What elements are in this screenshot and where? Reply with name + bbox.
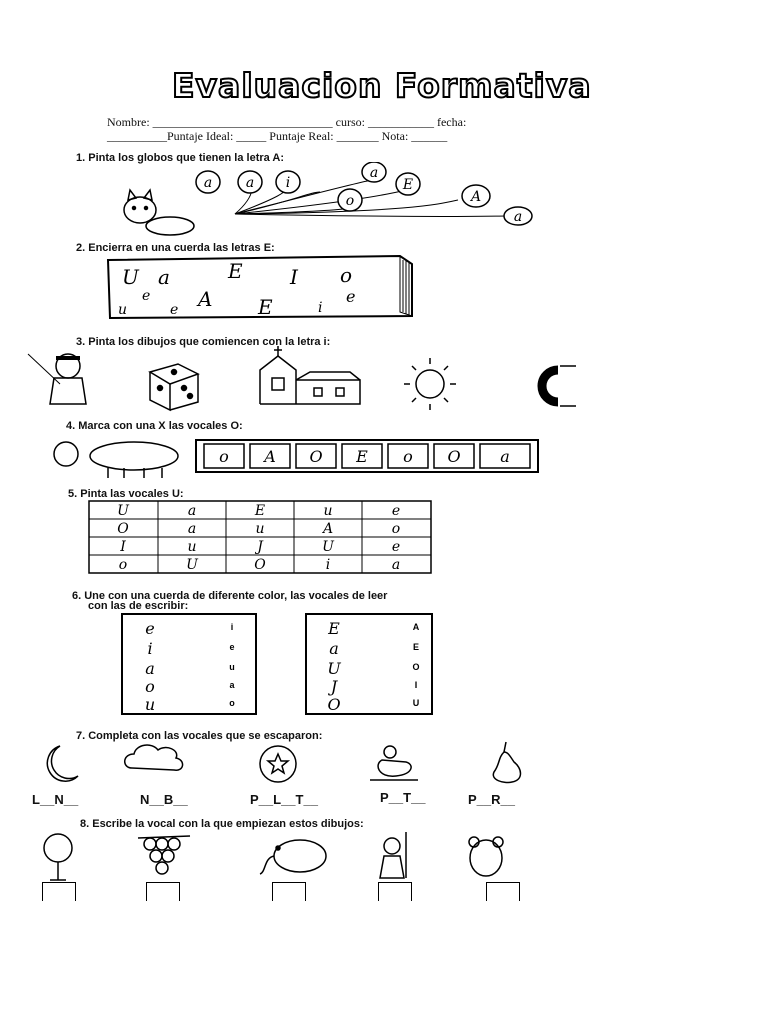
magnet-icon[interactable] bbox=[542, 366, 576, 406]
grid-cell: i bbox=[325, 557, 331, 573]
script-vowel: E bbox=[328, 619, 340, 638]
balloon-letter: a bbox=[245, 175, 255, 191]
grid-cell: u bbox=[323, 503, 333, 519]
pictures-letter-i bbox=[20, 344, 620, 414]
moon-icon bbox=[47, 746, 78, 781]
grid-cell: I bbox=[120, 539, 126, 555]
dice-icon[interactable] bbox=[150, 364, 198, 410]
grid-cell: a bbox=[187, 503, 197, 519]
grid-cell: U bbox=[186, 557, 198, 573]
script-vowel: J bbox=[330, 677, 338, 696]
word-blank[interactable]: P__R__ bbox=[468, 792, 515, 807]
book-letter: u bbox=[118, 302, 128, 318]
answer-box-grapes[interactable] bbox=[146, 882, 180, 901]
box-vowel: E bbox=[356, 447, 368, 466]
grapes-icon bbox=[138, 836, 190, 874]
print-vowel: E bbox=[412, 642, 420, 652]
question-4: 4. Marca con una X las vocales O: bbox=[66, 420, 243, 432]
print-vowel: a bbox=[229, 680, 235, 690]
grid-cell: O bbox=[117, 521, 129, 537]
grid-cell: U bbox=[117, 503, 129, 519]
grid-cell: e bbox=[391, 539, 401, 555]
question-6: 6. Une con una cuerda de diferente color, las vocales de leer bbox=[72, 590, 388, 602]
book-letter: e bbox=[142, 288, 151, 304]
elephant-icon bbox=[260, 840, 326, 874]
first-vowel-pictures bbox=[30, 828, 530, 884]
balloon-letter: a bbox=[203, 175, 213, 191]
box-vowel: O bbox=[309, 447, 323, 466]
missing-vowels-pictures bbox=[30, 738, 550, 788]
header-line-score: __________Puntaje Ideal: _____ Puntaje Real: _______ Nota: ______ bbox=[107, 129, 448, 143]
grid-cell: U bbox=[322, 539, 334, 555]
grid-cell: o bbox=[118, 557, 128, 573]
balloon-letter: o bbox=[345, 193, 355, 209]
script-vowel: O bbox=[327, 695, 341, 714]
question-8: 8. Escribe la vocal con la que empiezan estos dibujos: bbox=[80, 818, 364, 830]
sun-icon[interactable] bbox=[404, 358, 456, 410]
grid-cell: o bbox=[391, 521, 401, 537]
cat-icon bbox=[124, 190, 194, 235]
question-6-cont: con las de escribir: bbox=[88, 600, 189, 612]
book-letter: e bbox=[170, 302, 179, 318]
sheep-icon bbox=[54, 442, 178, 478]
balloon-letter: i bbox=[285, 175, 291, 191]
bear-icon bbox=[469, 837, 503, 876]
script-vowel: a bbox=[329, 639, 339, 658]
box-vowel: o bbox=[403, 447, 413, 466]
vowel-grid bbox=[88, 500, 434, 576]
question-2: 2. Encierra en una cuerda las letras E: bbox=[76, 242, 275, 254]
page-title: Evaluacion Formativa bbox=[172, 66, 592, 105]
print-vowel: O bbox=[412, 662, 420, 672]
balloons-exercise bbox=[110, 162, 550, 240]
question-1: 1. Pinta los globos que tienen la letra A: bbox=[76, 152, 285, 164]
ball-icon bbox=[260, 746, 296, 782]
word-blank[interactable]: P__L__T__ bbox=[250, 792, 318, 807]
print-vowel: e bbox=[229, 642, 235, 652]
book-letter: E bbox=[228, 259, 243, 283]
book-letter: o bbox=[340, 263, 353, 287]
box-vowel: a bbox=[500, 447, 510, 466]
tree-icon bbox=[44, 834, 72, 880]
print-vowel: i bbox=[230, 622, 234, 632]
question-7: 7. Completa con las vocales que se escaparon: bbox=[76, 730, 323, 742]
box-vowel: A bbox=[264, 447, 276, 466]
book-letter: e bbox=[346, 287, 356, 306]
book-letter: E bbox=[258, 295, 273, 319]
pear-icon bbox=[493, 742, 520, 783]
answer-box-elephant[interactable] bbox=[272, 882, 306, 901]
word-blank[interactable]: L__N__ bbox=[32, 792, 79, 807]
print-vowel: U bbox=[412, 698, 420, 708]
book-letter: U bbox=[122, 265, 139, 289]
balloon-letter: E bbox=[402, 177, 414, 193]
book-letter: a bbox=[158, 265, 170, 289]
box-vowel: O bbox=[447, 447, 461, 466]
script-vowel: a bbox=[145, 659, 155, 678]
word-blank[interactable]: N__B__ bbox=[140, 792, 188, 807]
script-vowel: U bbox=[327, 659, 341, 678]
church-icon[interactable] bbox=[260, 346, 360, 404]
script-vowel: i bbox=[147, 639, 153, 658]
duck-icon bbox=[370, 746, 418, 780]
cloud-icon bbox=[125, 745, 183, 770]
balloon-letter: a bbox=[513, 209, 523, 225]
question-5: 5. Pinta las vocales U: bbox=[68, 488, 184, 500]
grid-cell: u bbox=[255, 521, 265, 537]
script-vowel: o bbox=[145, 677, 155, 696]
answer-box-tree[interactable] bbox=[42, 882, 76, 901]
script-vowel: e bbox=[145, 619, 155, 638]
grid-cell: a bbox=[391, 557, 401, 573]
print-vowel: o bbox=[229, 698, 235, 708]
book-letter: i bbox=[318, 300, 323, 316]
answer-box-indian[interactable] bbox=[378, 882, 412, 901]
book-letter: A bbox=[198, 287, 213, 311]
header-line-name: Nombre: ______________________________ curso: ___________ fecha: bbox=[107, 115, 467, 129]
word-blank[interactable]: P__T__ bbox=[380, 790, 426, 805]
print-vowel: u bbox=[229, 662, 235, 672]
print-vowel: A bbox=[412, 622, 420, 632]
box-vowel: o bbox=[219, 447, 229, 466]
grid-cell: E bbox=[254, 503, 266, 519]
print-vowel: I bbox=[414, 680, 418, 690]
grid-cell: O bbox=[254, 557, 266, 573]
grid-cell: u bbox=[187, 539, 197, 555]
grid-cell: a bbox=[187, 521, 197, 537]
balloon-letter: A bbox=[470, 189, 482, 205]
grid-cell: J bbox=[257, 539, 263, 555]
grid-cell: A bbox=[322, 521, 334, 537]
grid-cell: e bbox=[391, 503, 401, 519]
answer-box-bear[interactable] bbox=[486, 882, 520, 901]
letter-book-exercise bbox=[100, 252, 430, 322]
vowel-matching bbox=[120, 612, 440, 716]
indian-icon bbox=[380, 832, 406, 878]
book-letter: I bbox=[290, 265, 298, 289]
sheep-boxes-exercise bbox=[44, 434, 544, 484]
question-3: 3. Pinta los dibujos que comiencen con la letra i: bbox=[76, 336, 331, 348]
script-vowel: u bbox=[144, 695, 156, 714]
indian-icon[interactable] bbox=[28, 354, 86, 404]
balloon-letter: a bbox=[369, 165, 379, 181]
